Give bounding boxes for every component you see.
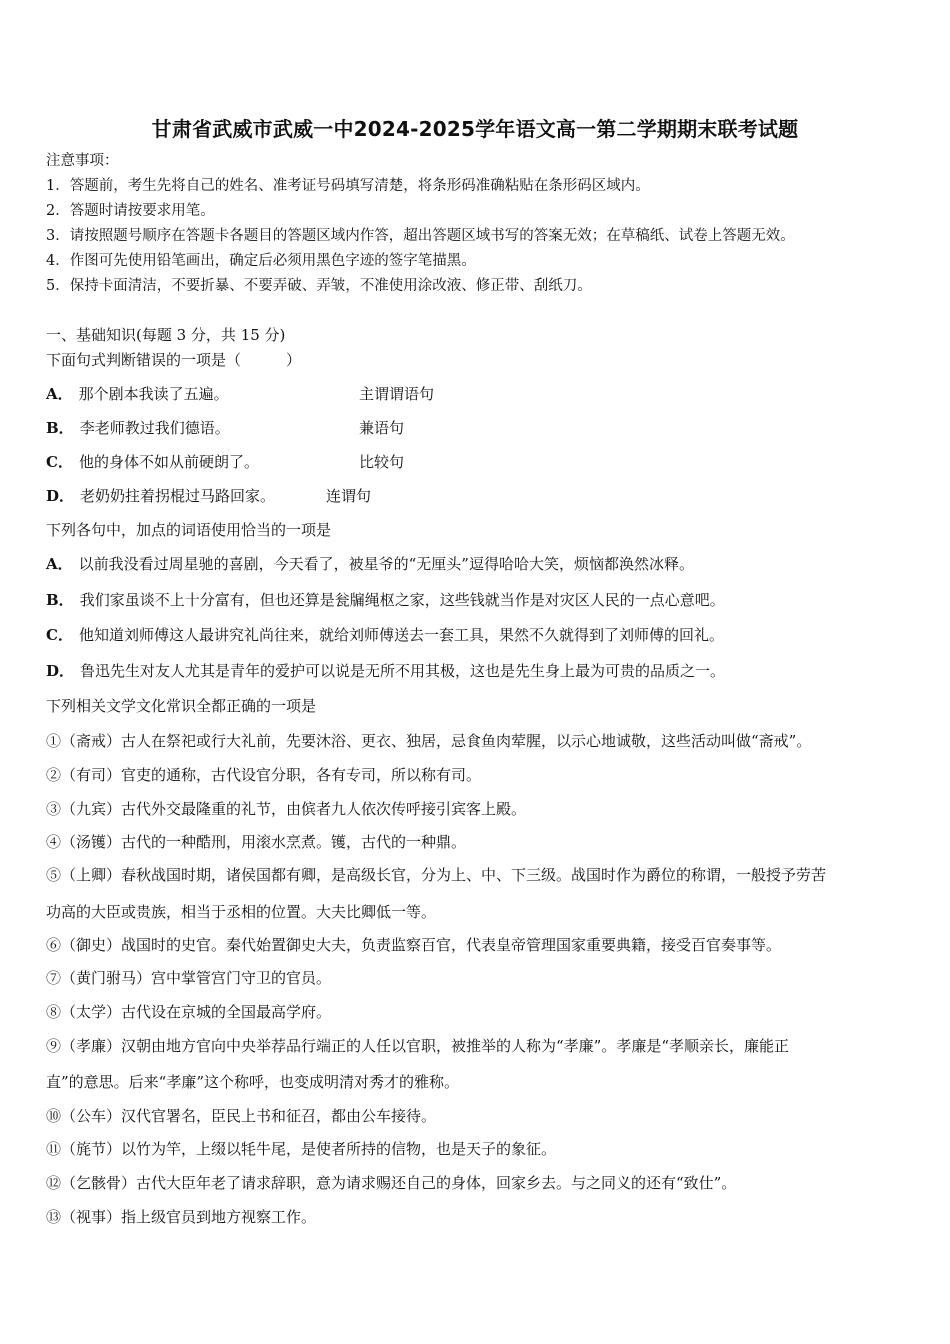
- option-letter: B．: [46, 591, 74, 609]
- page-title: 甘肃省武威市武威一中2024-2025学年语文高一第二学期期末联考试题: [151, 117, 799, 141]
- option-row: [46, 625, 724, 645]
- option-letter: D．: [46, 662, 75, 680]
- option-text: 李老师教过我们德语。: [79, 419, 230, 437]
- option-row: [46, 384, 229, 404]
- notice-item: 4．作图可先使用铅笔画出，确定后必须用黑色字迹的签字笔描黑。: [46, 253, 476, 269]
- option-text: 以前我没看过周星驰的喜剧，今天看了，被星爷的“无厘头”逗得哈哈大笑，烦恼都涣然冰释。: [78, 555, 694, 573]
- culture-item: ④（汤镬）古代的一种酷刑，用滚水烹煮。镬，古代的一种鼎。: [46, 833, 467, 851]
- notice-item: 1．答题前，考生先将自己的姓名、准考证号码填写清楚，将条形码准确粘贴在条形码区域内。: [46, 178, 650, 194]
- culture-item: ⑧（太学）古代设在京城的全国最高学府。: [46, 1003, 332, 1021]
- option-row: [46, 590, 725, 610]
- option-letter: B．: [46, 419, 74, 437]
- culture-item: ⑤（上卿）春秋战国时期，诸侯国都有卿，是高级长官，分为上、中、下三级。战国时作为爵位的称谓，一般授予劳苦: [46, 866, 827, 884]
- option-text: 鲁迅先生对友人尤其是青年的爱护可以说是无所不用其极，这也是先生身上最为可贵的品质之一。: [80, 662, 726, 680]
- culture-item: ①（斋戒）古人在祭祀或行大礼前，先要沐浴、更衣、独居，忌食鱼肉荤腥，以示心地诚敬，这些活动叫做“斋戒”。: [46, 732, 812, 750]
- sentence-type: 连谓句: [326, 487, 372, 505]
- culture-item-continued: 功高的大臣或贵族，相当于丞相的位置。大夫比卿低一等。: [46, 903, 437, 921]
- option-row: [46, 452, 259, 472]
- notice-item: 2．答题时请按要求用笔。: [46, 203, 215, 219]
- option-row: [46, 418, 230, 438]
- notice-item: 5．保持卡面清洁，不要折暴、不要弄破、弄皱，不准使用涂改液、修正带、刮纸刀。: [46, 278, 592, 294]
- option-letter: A．: [46, 385, 73, 403]
- option-letter: C．: [46, 453, 73, 471]
- option-letter: A．: [46, 555, 73, 573]
- culture-item: ⑫（乞骸骨）古代大臣年老了请求辞职，意为请求赐还自己的身体，回家乡去。与之同义的还有“致仕”。: [46, 1174, 737, 1192]
- sentence-type: 比较句: [359, 453, 405, 471]
- option-text: 我们家虽谈不上十分富有，但也还算是瓮牖绳枢之家，这些钱就当作是对灾区人民的一点心意吧。: [79, 591, 725, 609]
- culture-item: ⑥（御史）战国时的史官。秦代始置御史大夫，负责监察百官，代表皇帝管理国家重要典籍，接受百官奏事等。: [46, 936, 782, 954]
- sentence-type: 兼语句: [359, 419, 405, 437]
- section-heading: 一、基础知识(每题 3 分，共 15 分): [46, 326, 286, 344]
- culture-item-continued: 直”的意思。后来“孝廉”这个称呼，也变成明清对秀才的雅称。: [46, 1073, 460, 1091]
- option-text: 老奶奶拄着拐棍过马路回家。: [80, 487, 276, 505]
- notice-item: 3．请按照题号顺序在答题卡各题目的答题区域内作答，超出答题区域书写的答案无效；在草稿纸、试卷上答题无效。: [46, 228, 795, 244]
- culture-item: ⑩（公车）汉代官署名，臣民上书和征召，都由公车接待。: [46, 1107, 437, 1125]
- question-stem: 下列相关文学文化常识全都正确的一项是: [46, 697, 317, 715]
- option-row: [46, 486, 275, 506]
- option-text: 那个剧本我读了五遍。: [78, 385, 229, 403]
- culture-item: ⑪（旄节）以竹为竿，上缀以牦牛尾，是使者所持的信物，也是天子的象征。: [46, 1140, 557, 1158]
- option-letter: D．: [46, 487, 75, 505]
- option-row: [46, 661, 725, 681]
- culture-item: ⑨（孝廉）汉朝由地方官向中央举荐品行端正的人任以官职，被推举的人称为“孝廉”。孝廉是“孝顺亲长，廉能正: [46, 1037, 790, 1055]
- option-row: [46, 554, 694, 574]
- question-stem: 下面句式判断错误的一项是（ ）: [46, 351, 302, 369]
- option-text: 他的身体不如从前硬朗了。: [78, 453, 259, 471]
- culture-item: ⑬（视事）指上级官员到地方视察工作。: [46, 1208, 317, 1226]
- culture-item: ⑦（黄门驸马）宫中掌管宫门守卫的官员。: [46, 969, 332, 987]
- notice-heading: 注意事项：: [46, 153, 119, 169]
- option-text: 他知道刘师傅这人最讲究礼尚往来，就给刘师傅送去一套工具，果然不久就得到了刘师傅的回礼。: [78, 626, 724, 644]
- sentence-type: 主谓谓语句: [359, 385, 435, 403]
- question-stem: 下列各句中，加点的词语使用恰当的一项是: [46, 521, 332, 539]
- option-letter: C．: [46, 626, 73, 644]
- culture-item: ②（有司）官吏的通称，古代设官分职，各有专司，所以称有司。: [46, 766, 482, 784]
- culture-item: ③（九宾）古代外交最隆重的礼节，由傧者九人依次传呼接引宾客上殿。: [46, 800, 527, 818]
